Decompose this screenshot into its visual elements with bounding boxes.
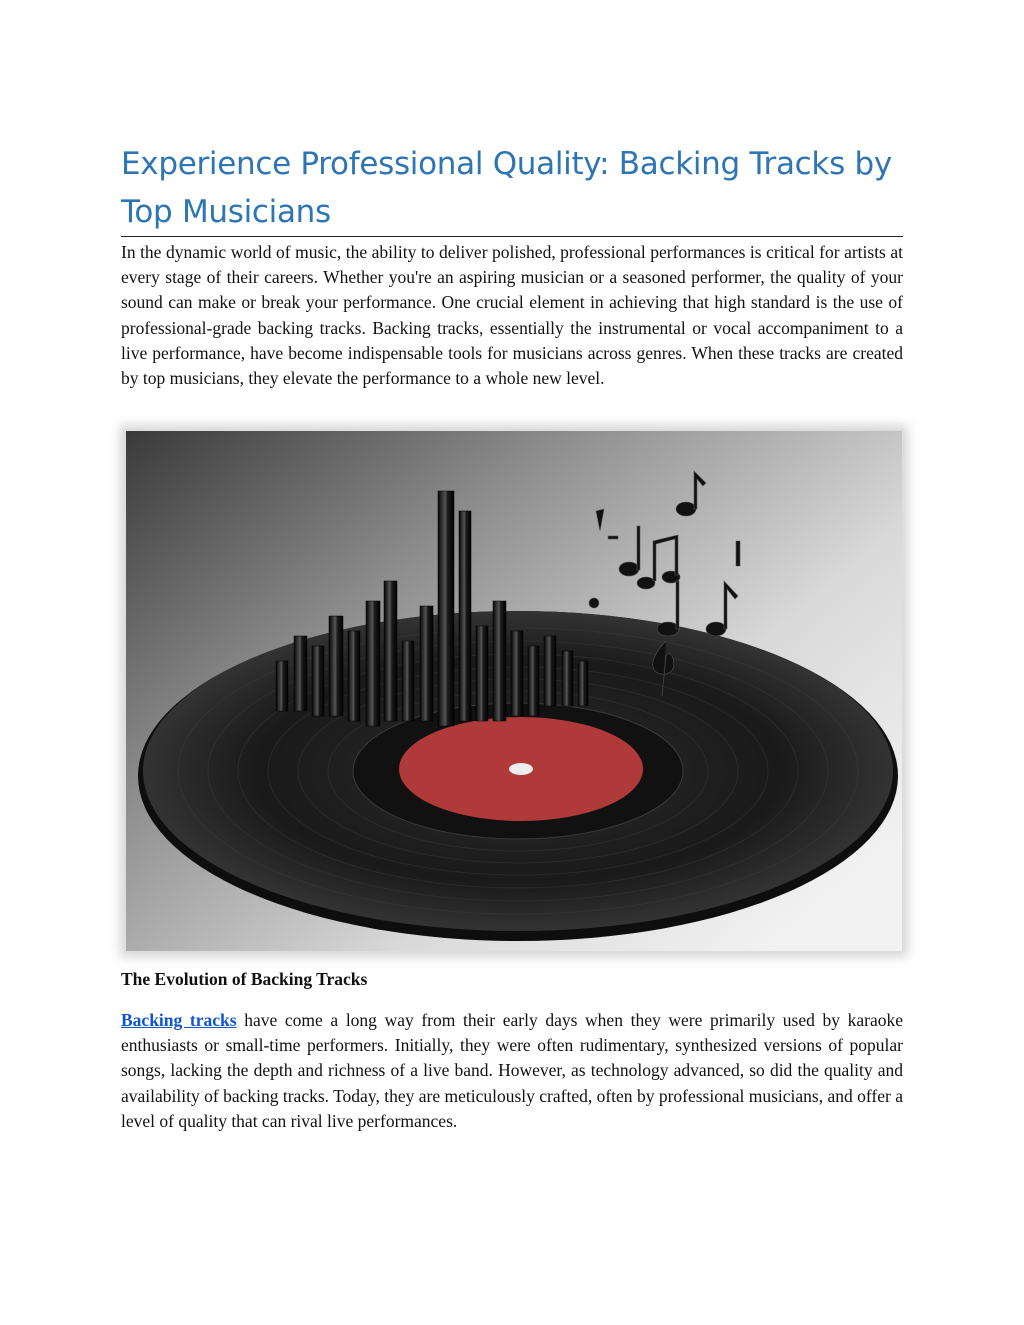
vinyl-record-image: [126, 431, 902, 951]
vinyl-record-icon: [126, 431, 902, 951]
page-title: Experience Professional Quality: Backing Tracks by Top Musicians: [121, 146, 892, 230]
section-paragraph: [121, 1008, 903, 1134]
backing-tracks-link[interactable]: Backing tracks: [121, 1010, 237, 1030]
section-heading: The Evolution of Backing Tracks: [121, 969, 368, 989]
title-underline: [121, 236, 903, 237]
intro-paragraph: In the dynamic world of music, the ability to deliver polished, professional performances is critical for artists at every stage of their careers. Whether you're an aspiring musician or a seasoned performer, the quality of your sound can make or break your performance. One crucial element in achieving that high standard is the use of professional-grade backing tracks. Backing tracks, essentially the instrumental or vocal accompaniment to a live performance, have become indispensable tools for musicians across genres. When these tracks are created by top musicians, they elevate the performance to a whole new level.: [121, 242, 903, 389]
section-body-text: have come a long way from their early days when they were primarily used by karaoke enthusiasts or small-time performers. Initially, they were often rudimentary, synthesized versions of popular songs, lacking the depth and richness of a live band. However, as technology advanced, so did the quality and availability of backing tracks. Today, they are meticulously crafted, often by professional musicians, and offer a level of quality that can rival live performances.: [121, 1010, 903, 1131]
